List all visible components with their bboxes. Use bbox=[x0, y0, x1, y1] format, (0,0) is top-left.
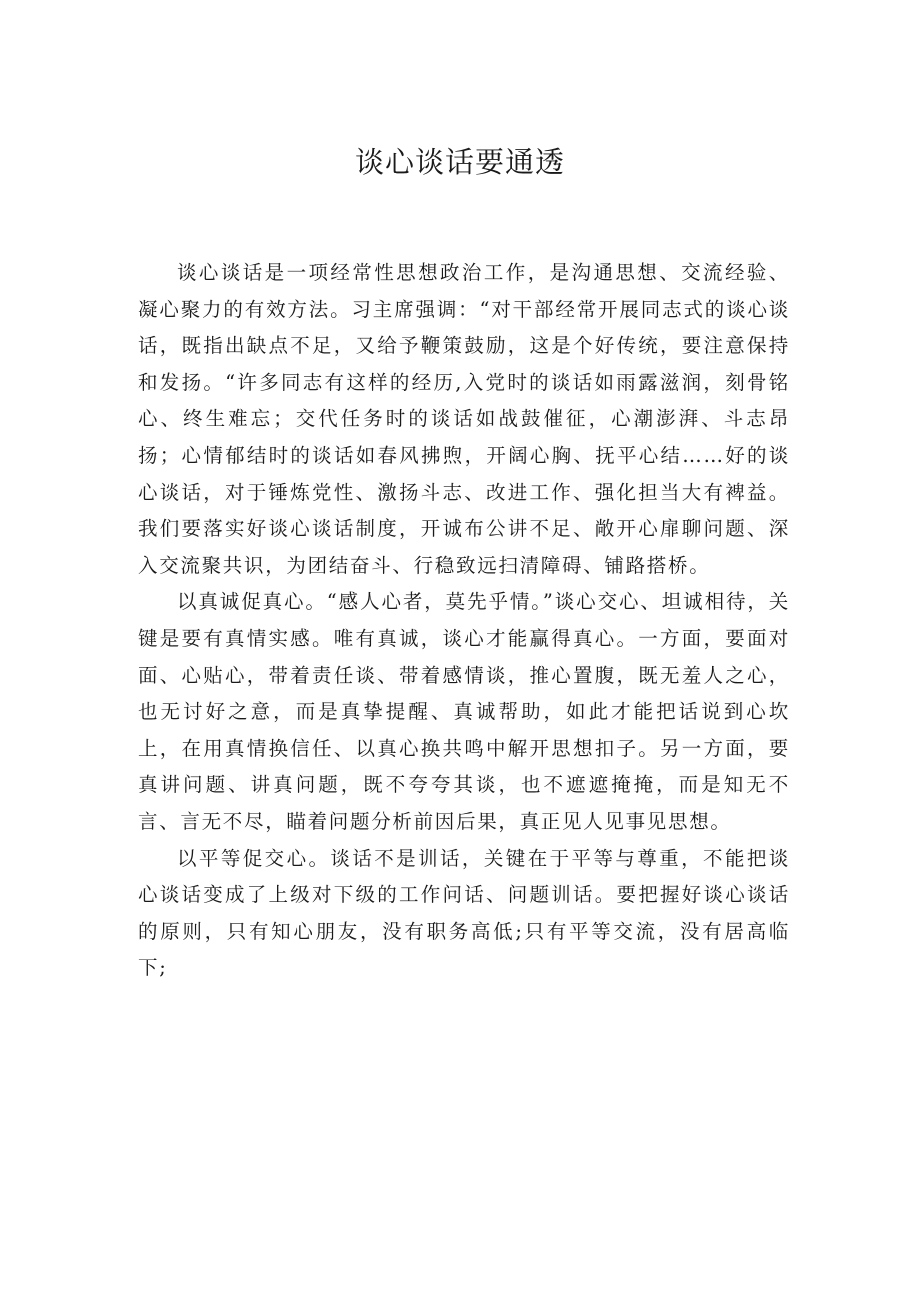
paragraph-sincerity: 以真诚促真心。“感人心者，莫先乎情。”谈心交心、坦诚相待，关键是要有真情实感。唯有真诚，谈心才能赢得真心。一方面，要面对面、心贴心，带着责任谈、带着感情谈，推心置腹，既无羞人之心，也无讨好之意，而是真挚提醒、真诚帮助，如此才能把话说到心坎上，在用真情换信任、以真心换共鸣中解开思想扣子。另一方面，要真讲问题、讲真问题，既不夸夸其谈，也不遮遮掩掩，而是知无不言、言无不尽，瞄着问题分析前因后果，真正见人见事见思想。 bbox=[138, 590, 790, 833]
paragraph-equality: 以平等促交心。谈话不是训话，关键在于平等与尊重，不能把谈心谈话变成了上级对下级的工作问话、问题训话。要把握好谈心谈话的原则，只有知心朋友，没有职务高低;只有平等交流，没有居高临下; bbox=[138, 846, 790, 980]
document-title: 谈心谈话要通透 bbox=[354, 145, 565, 179]
paragraph-intro: 谈心谈话是一项经常性思想政治工作，是沟通思想、交流经验、凝心聚力的有效方法。习主席强调：“对干部经常开展同志式的谈心谈话，既指出缺点不足，又给予鞭策鼓励，这是个好传统，要注意保持和发扬。“许多同志有这样的经历,入党时的谈话如雨露滋润，刻骨铭心、终生难忘；交代任务时的谈话如战鼓催征，心潮澎湃、斗志昂扬；心情郁结时的谈话如春风拂煦，开阔心胸、抚平心结……好的谈心谈话，对于锤炼党性、激扬斗志、改进工作、强化担当大有裨益。我们要落实好谈心谈话制度，开诚布公讲不足、敞开心扉聊问题、深入交流聚共识，为团结奋斗、行稳致远扫清障碍、铺路搭桥。 bbox=[138, 261, 790, 577]
document-body bbox=[138, 255, 790, 987]
